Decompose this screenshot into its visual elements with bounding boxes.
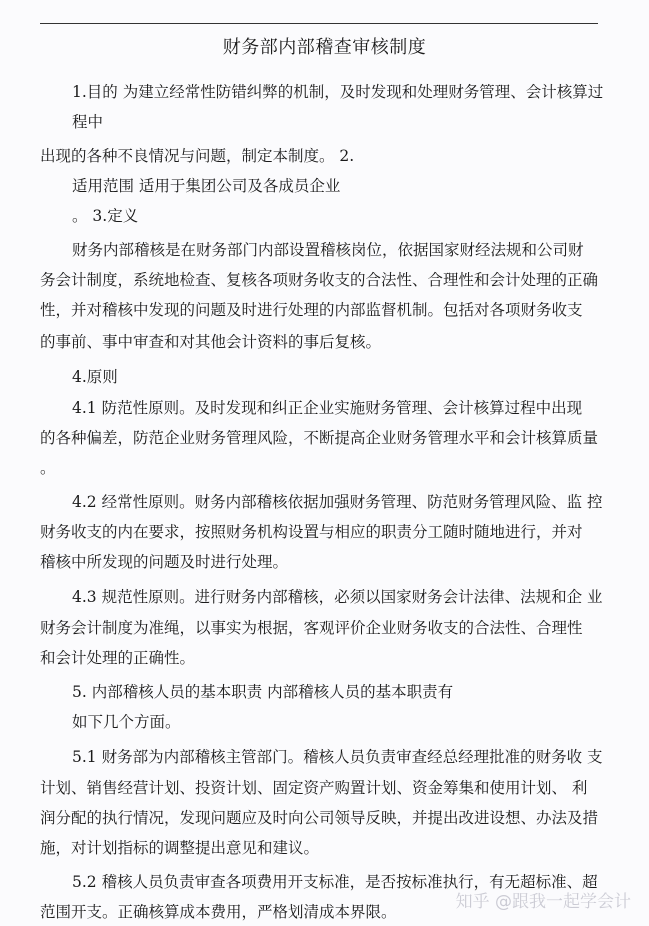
body-text-line: 计划、销售经营计划、投资计划、固定资产购置计划、资金筹集和使用计划、 利 bbox=[40, 779, 588, 797]
body-text-line: 适用范围 适用于集团公司及各成员企业 bbox=[72, 177, 341, 195]
body-text-line: 出现的各种不良情况与问题，制定本制度。 2. bbox=[40, 147, 355, 165]
body-text-line: 务会计制度，系统地检查、复核各项财务收支的合法性、合理性和会计处理的正确 bbox=[40, 271, 599, 289]
body-text-line: 5.1 财务部为内部稽核主管部门。稽核人员负责审查经总经理批准的财务收 支 bbox=[72, 748, 603, 766]
body-text-line: 4.原则 bbox=[72, 368, 118, 386]
body-text-line: 施，对计划指标的调整提出意见和建议。 bbox=[40, 839, 320, 857]
body-text-line: 的事前、事中审查和对其他会计资料的事后复核。 bbox=[40, 333, 382, 351]
body-text-line: 如下几个方面。 bbox=[72, 713, 181, 731]
body-text-line: 财务收支的内在要求，按照财务机构设置与相应的职责分工随时随地进行，并对 bbox=[40, 523, 583, 541]
body-text-line: 稽核中所发现的问题及时进行处理。 bbox=[40, 553, 289, 571]
body-text-line: 。 3.定义 bbox=[72, 207, 139, 225]
body-text-line: 。 bbox=[40, 459, 56, 477]
document-title: 财务部内部稽查审核制度 bbox=[222, 37, 427, 58]
body-text-line: 的各种偏差，防范企业财务管理风险，不断提高企业财务管理水平和会计核算质量 bbox=[40, 429, 599, 447]
body-text-line: 4.2 经常性原则。财务内部稽核依据加强财务管理、防范财务管理风险、监 控 bbox=[72, 493, 603, 511]
body-text-line: 性，并对稽核中发现的问题及时进行处理的内部监督机制。包括对各项财务收支 bbox=[40, 301, 583, 319]
body-text-line: 4.1 防范性原则。及时发现和纠正企业实施财务管理、会计核算过程中出现 bbox=[72, 399, 583, 417]
body-text-line: 财务会计制度为准绳，以事实为根据，客观评价企业财务收支的合法性、合理性 bbox=[40, 619, 583, 637]
body-text-line: 范围开支。正确核算成本费用，严格划清成本界限。 bbox=[40, 903, 397, 921]
body-text-line: 和会计处理的正确性。 bbox=[40, 649, 196, 667]
body-text-line: 润分配的执行情况，发现问题应及时向公司领导反映，并提出改进设想、办法及措 bbox=[40, 809, 599, 827]
body-text-line: 5. 内部稽核人员的基本职责 内部稽核人员的基本职责有 bbox=[72, 683, 454, 701]
body-text-line: 4.3 规范性原则。进行财务内部稽核，必须以国家财务会计法律、法规和企 业 bbox=[72, 588, 603, 606]
top-rule bbox=[40, 23, 598, 24]
body-text-line: 1.目的 为建立经常性防错纠弊的机制，及时发现和处理财务管理、会计核算过 bbox=[72, 83, 604, 101]
watermark: 知乎 @跟我一起学会计 bbox=[455, 892, 631, 912]
body-text-line: 5.2 稽核人员负责审查各项费用开支标准，是否按标准执行，有无超标准、超 bbox=[72, 873, 598, 891]
body-text-line: 程中 bbox=[72, 113, 104, 131]
body-text-line: 财务内部稽核是在财务部门内部设置稽核岗位，依据国家财经法规和公司财 bbox=[72, 241, 584, 259]
